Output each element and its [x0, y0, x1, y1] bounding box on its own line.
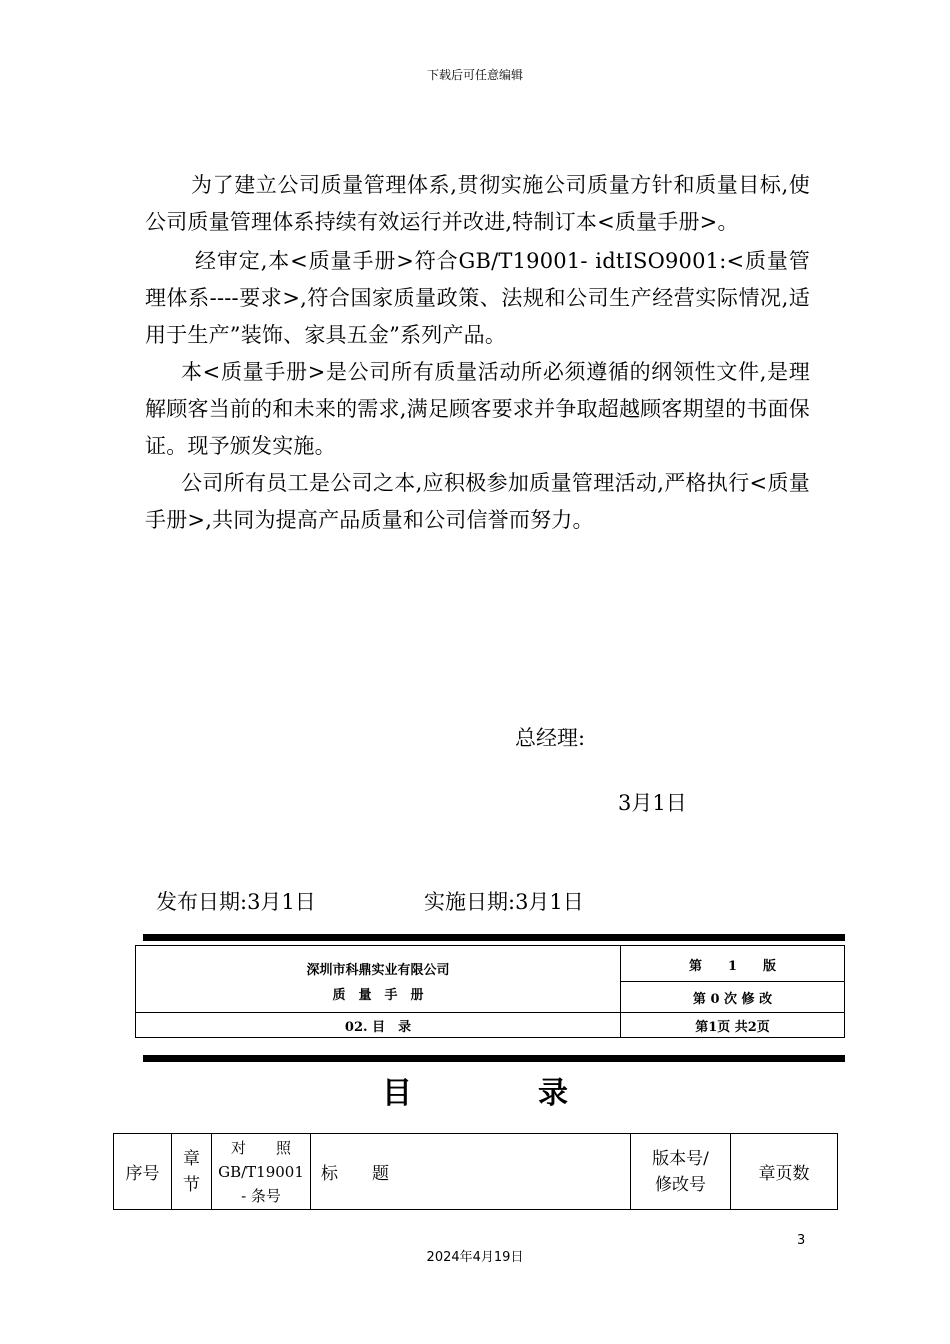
top-rule — [143, 934, 845, 941]
header-pages: 章页数 — [731, 1134, 838, 1210]
header-reference-top: 对 照 — [230, 1138, 291, 1157]
foreword — [145, 167, 810, 539]
foreword-paragraph-1: 为了建立公司质量管理体系,贯彻实施公司质量方针和质量目标,使公司质量管理体系持续有效运行并改进,特制订本<质量手册>。 — [145, 173, 810, 234]
implement-date: 实施日期:3月1日 — [424, 890, 584, 914]
header-title: 标 题 — [311, 1134, 631, 1210]
signature-date: 3月1日 — [618, 791, 687, 815]
manual-name: 质 量 手 册 — [332, 987, 424, 1003]
section-label: 02. 目 录 — [344, 1019, 412, 1035]
revision-label: 第 0 次 修 改 — [692, 991, 773, 1007]
bottom-rule — [143, 1055, 845, 1062]
header-version-bottom: 修改号 — [655, 1174, 706, 1195]
page-count-label: 第1页 共2页 — [695, 1019, 770, 1035]
document-control-table — [135, 945, 845, 1038]
foreword-paragraph-4: 公司所有员工是公司之本,应积极参加质量管理活动,严格执行<质量手册>,共同为提高产品质量和公司信誉而努力。 — [145, 471, 810, 532]
page-header-note: 下载后可任意编辑 — [426, 68, 523, 82]
header-version-top: 版本号/ — [652, 1148, 709, 1169]
toc-title: 目 录 — [382, 1076, 616, 1111]
header-version — [631, 1134, 731, 1210]
footer-date: 2024年4月19日 — [426, 1250, 524, 1265]
issue-date: 发布日期:3月1日 — [156, 890, 316, 914]
page-number: 3 — [797, 1233, 806, 1248]
toc-table — [113, 1133, 838, 1210]
foreword-paragraph-3: 本<质量手册>是公司所有质量活动所必须遵循的纲领性文件,是理解顾客当前的和未来的需求,满足顾客要求并争取超越顾客期望的书面保证。现予颁发实施。 — [145, 360, 810, 458]
header-reference-bottom: - 条号 — [241, 1186, 281, 1205]
company-name: 深圳市科鼎实业有限公司 — [306, 962, 450, 978]
foreword-paragraph-2: 经审定,本<质量手册>符合GB/T19001- idtISO9001:<质量管理体系----要求>,符合国家质量政策、法规和公司生产经营实际情况,适用于生产”装饰、家具五金”系列产品。 — [145, 249, 810, 347]
header-chapter — [172, 1134, 212, 1210]
header-chapter-text: 章节 — [183, 1148, 200, 1195]
header-reference-mid: GB/T19001 — [218, 1162, 304, 1181]
header-reference — [212, 1134, 311, 1210]
toc-header-row — [114, 1134, 838, 1210]
edition-label: 第 1 版 — [688, 958, 777, 974]
header-seq: 序号 — [114, 1134, 172, 1210]
table-divider — [620, 981, 844, 982]
signature-label: 总经理: — [515, 726, 586, 750]
